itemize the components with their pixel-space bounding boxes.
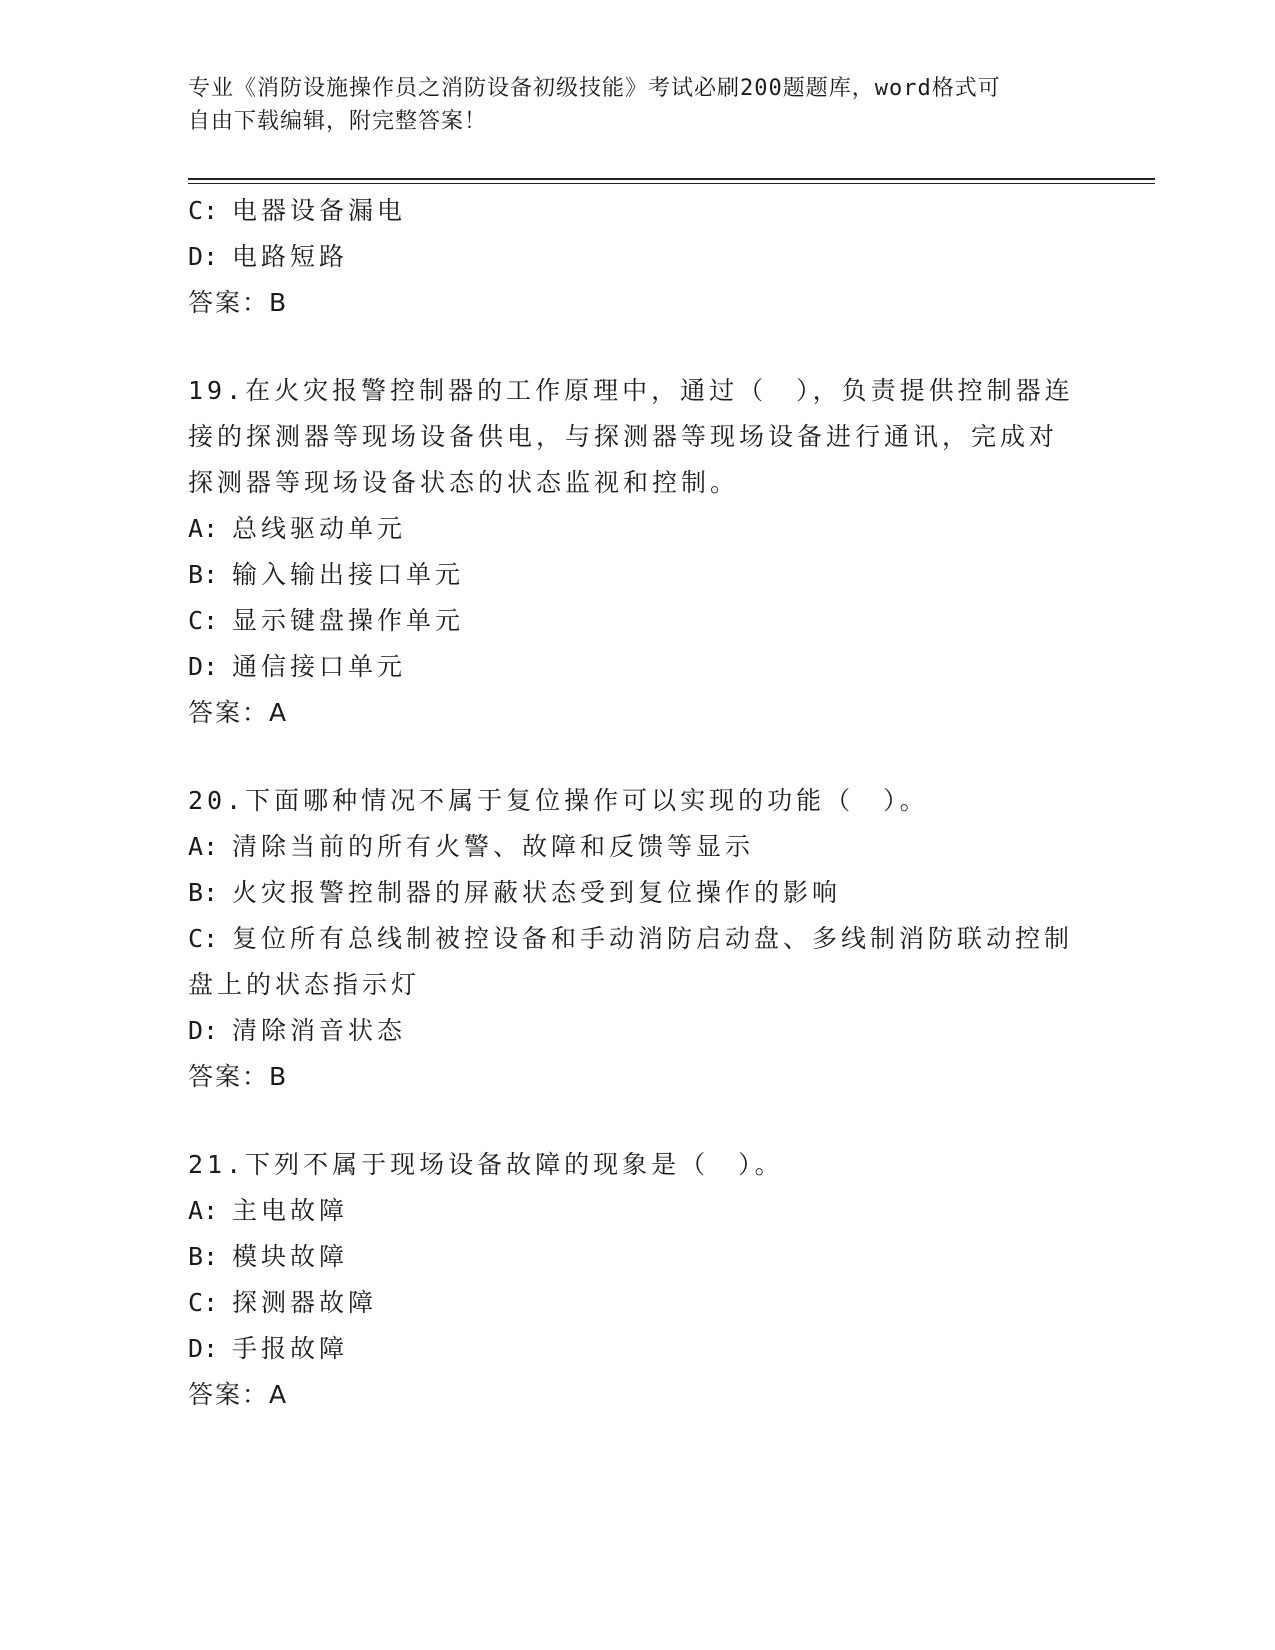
question-stem-line: 21.下列不属于现场设备故障的现象是（ ）。	[188, 1150, 784, 1179]
question-list	[188, 188, 1088, 1418]
option-c: C: 电器设备漏电	[188, 196, 407, 225]
option-c-continued: 盘上的状态指示灯	[188, 970, 421, 999]
answer-line: 答案：A	[188, 1380, 289, 1409]
question-19	[188, 368, 1088, 736]
question-stem-line: 20.下面哪种情况不属于复位操作可以实现的功能（ ）。	[188, 786, 929, 815]
option-c: C: 显示键盘操作单元	[188, 606, 465, 635]
option-b: B: 输入输出接口单元	[188, 560, 465, 589]
question-stem-line: 接的探测器等现场设备供电，与探测器等现场设备进行通讯，完成对	[188, 422, 1059, 451]
option-b: B: 模块故障	[188, 1242, 349, 1271]
question-21	[188, 1142, 1088, 1418]
option-d: D: 通信接口单元	[188, 652, 407, 681]
option-a: A: 主电故障	[188, 1196, 349, 1225]
header-line-1: 专业《消防设施操作员之消防设备初级技能》考试必刷200题题库，word格式可	[188, 76, 1001, 101]
option-c: C: 复位所有总线制被控设备和手动消防启动盘、多线制消防联动控制	[188, 924, 1074, 953]
question-stem-line: 19.在火灾报警控制器的工作原理中，通过（ ），负责提供控制器连	[188, 376, 1074, 405]
question-stem-line: 探测器等现场设备状态的状态监视和控制。	[188, 468, 740, 497]
option-d: D: 清除消音状态	[188, 1016, 407, 1045]
question-20	[188, 778, 1088, 1100]
option-a: A: 总线驱动单元	[188, 514, 407, 543]
option-c: C: 探测器故障	[188, 1288, 378, 1317]
question-18	[188, 188, 1088, 326]
option-b: B: 火灾报警控制器的屏蔽状态受到复位操作的影响	[188, 878, 842, 907]
header-divider-thin	[188, 183, 1155, 184]
option-d: D: 电路短路	[188, 242, 349, 271]
answer-line: 答案：B	[188, 288, 289, 317]
answer-line: 答案：B	[188, 1062, 289, 1091]
option-a: A: 清除当前的所有火警、故障和反馈等显示	[188, 832, 755, 861]
header-line-2: 自由下载编辑，附完整答案！	[188, 109, 488, 134]
answer-line: 答案：A	[188, 698, 289, 727]
document-header	[188, 72, 1068, 138]
option-d: D: 手报故障	[188, 1334, 349, 1363]
header-divider-thick	[188, 178, 1155, 180]
